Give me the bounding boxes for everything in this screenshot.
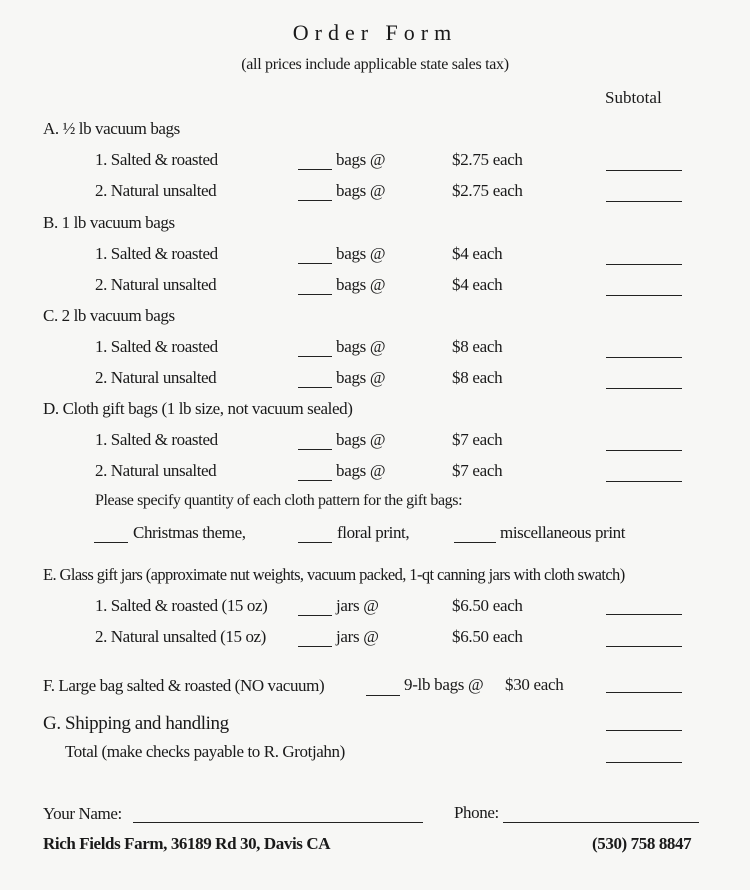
total-field[interactable]: [606, 762, 682, 763]
farm-phone: (530) 758 8847: [592, 834, 692, 853]
pattern-christmas-label: Christmas theme,: [133, 523, 246, 542]
pattern-floral-label: floral print,: [337, 523, 410, 542]
section-f-heading: F. Large bag salted & roasted (NO vacuum): [43, 676, 325, 695]
a-item2-qty-field[interactable]: [298, 186, 332, 201]
b-item2-subtotal-field[interactable]: [606, 295, 682, 296]
c-item2-unit: bags @: [336, 368, 386, 387]
d-item2-qty-field[interactable]: [298, 466, 332, 481]
a-item2-label: 2. Natural unsalted: [95, 181, 217, 200]
d-item1-subtotal-field[interactable]: [606, 450, 682, 451]
e-item1-subtotal-field[interactable]: [606, 614, 682, 615]
c-item2-price: $8 each: [452, 368, 503, 387]
f-qty-field[interactable]: [366, 681, 400, 696]
e-item2-subtotal-field[interactable]: [606, 646, 682, 647]
b-item1-qty-field[interactable]: [298, 249, 332, 264]
c-item2-qty-field[interactable]: [298, 373, 332, 388]
phone-field[interactable]: [503, 808, 699, 823]
pattern-misc-qty-field[interactable]: [454, 528, 496, 543]
section-c-heading: C. 2 lb vacuum bags: [43, 306, 175, 325]
d-item2-unit: bags @: [336, 461, 386, 480]
a-item1-qty-field[interactable]: [298, 155, 332, 170]
subtotal-column-header: Subtotal: [605, 88, 662, 107]
a-item1-label: 1. Salted & roasted: [95, 150, 218, 169]
pattern-christmas-qty-field[interactable]: [94, 528, 128, 543]
farm-address: Rich Fields Farm, 36189 Rd 30, Davis CA: [43, 834, 331, 853]
section-a-heading: A. ½ lb vacuum bags: [43, 119, 180, 138]
e-item1-price: $6.50 each: [452, 596, 523, 615]
section-e-heading: E. Glass gift jars (approximate nut weights, vacuum packed, 1-qt canning jars with cloth swatch): [43, 565, 625, 584]
your-name-field[interactable]: [133, 808, 423, 823]
d-item1-unit: bags @: [336, 430, 386, 449]
pattern-floral-qty-field[interactable]: [298, 528, 332, 543]
e-item1-qty-field[interactable]: [298, 601, 332, 616]
b-item1-price: $4 each: [452, 244, 503, 263]
d-item2-subtotal-field[interactable]: [606, 481, 682, 482]
b-item2-unit: bags @: [336, 275, 386, 294]
b-item2-qty-field[interactable]: [298, 280, 332, 295]
e-item1-label: 1. Salted & roasted (15 oz): [95, 596, 268, 615]
b-item1-unit: bags @: [336, 244, 386, 263]
c-item1-price: $8 each: [452, 337, 503, 356]
d-item2-label: 2. Natural unsalted: [95, 461, 217, 480]
d-item1-label: 1. Salted & roasted: [95, 430, 218, 449]
section-g-heading: G. Shipping and handling: [43, 713, 229, 734]
c-item2-label: 2. Natural unsalted: [95, 368, 217, 387]
form-subtitle: (all prices include applicable state sales tax): [241, 56, 509, 73]
b-item2-label: 2. Natural unsalted: [95, 275, 217, 294]
d-pattern-note: Please specify quantity of each cloth pattern for the gift bags:: [95, 492, 463, 509]
f-price: $30 each: [505, 675, 564, 694]
e-item2-label: 2. Natural unsalted (15 oz): [95, 627, 266, 646]
total-label: Total (make checks payable to R. Grotjahn): [65, 742, 345, 761]
d-item2-price: $7 each: [452, 461, 503, 480]
c-item1-label: 1. Salted & roasted: [95, 337, 218, 356]
e-item2-qty-field[interactable]: [298, 632, 332, 647]
d-item1-qty-field[interactable]: [298, 435, 332, 450]
section-b-heading: B. 1 lb vacuum bags: [43, 213, 175, 232]
phone-label: Phone:: [454, 803, 499, 822]
b-item2-price: $4 each: [452, 275, 503, 294]
c-item1-qty-field[interactable]: [298, 342, 332, 357]
c-item1-subtotal-field[interactable]: [606, 357, 682, 358]
b-item1-label: 1. Salted & roasted: [95, 244, 218, 263]
a-item1-unit: bags @: [336, 150, 386, 169]
a-item2-price: $2.75 each: [452, 181, 523, 200]
a-item1-price: $2.75 each: [452, 150, 523, 169]
a-item2-subtotal-field[interactable]: [606, 201, 682, 202]
form-title: Order Form: [292, 20, 458, 45]
your-name-label: Your Name:: [43, 804, 122, 823]
c-item2-subtotal-field[interactable]: [606, 388, 682, 389]
f-subtotal-field[interactable]: [606, 692, 682, 693]
e-item2-price: $6.50 each: [452, 627, 523, 646]
c-item1-unit: bags @: [336, 337, 386, 356]
d-item1-price: $7 each: [452, 430, 503, 449]
g-subtotal-field[interactable]: [606, 730, 682, 731]
e-item2-unit: jars @: [336, 627, 379, 646]
b-item1-subtotal-field[interactable]: [606, 264, 682, 265]
e-item1-unit: jars @: [336, 596, 379, 615]
a-item2-unit: bags @: [336, 181, 386, 200]
section-d-heading: D. Cloth gift bags (1 lb size, not vacuum sealed): [43, 399, 353, 418]
f-unit: 9-lb bags @: [404, 675, 484, 694]
pattern-misc-label: miscellaneous print: [500, 523, 626, 542]
a-item1-subtotal-field[interactable]: [606, 170, 682, 171]
